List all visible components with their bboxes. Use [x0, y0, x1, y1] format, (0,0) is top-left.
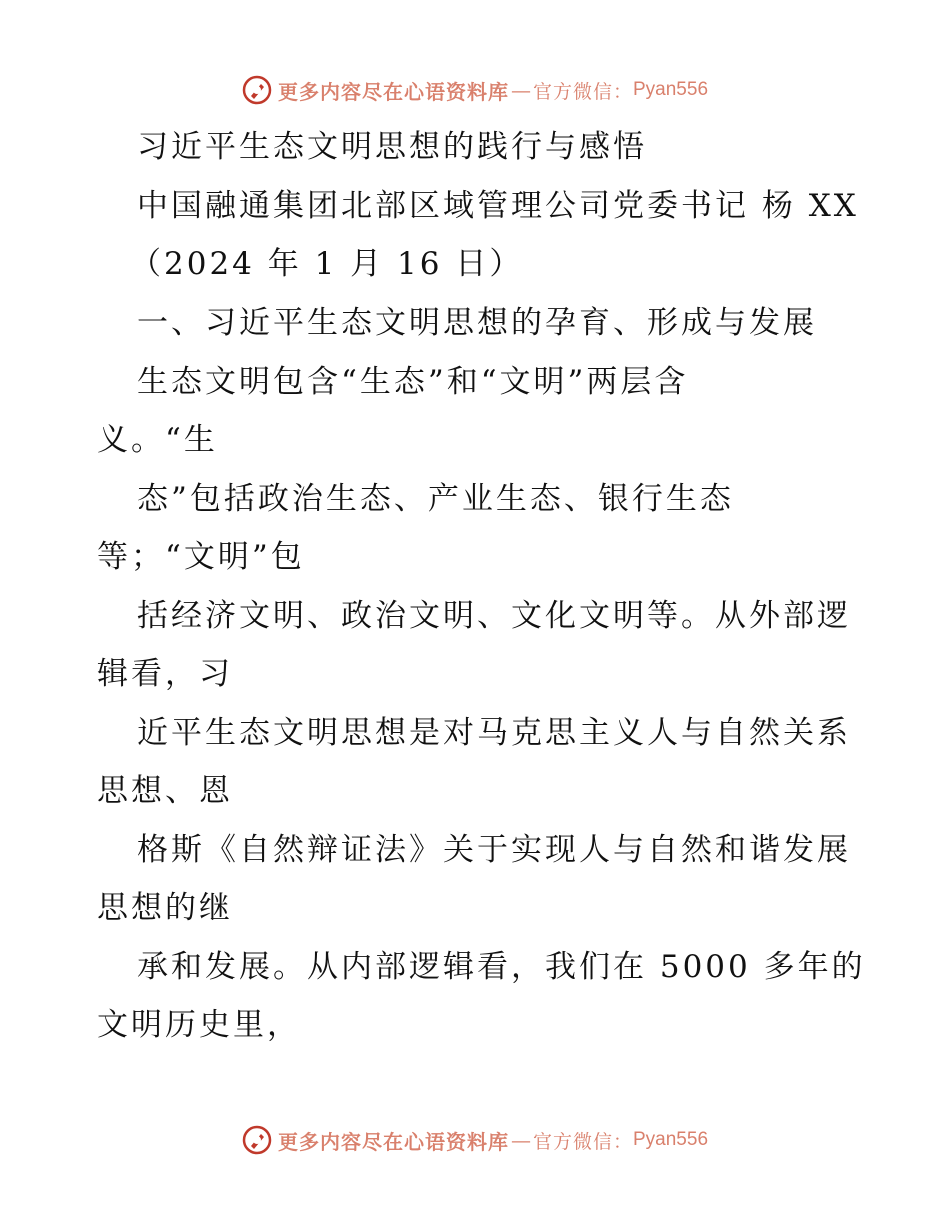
document-title: 习近平生态文明思想的践行与感悟	[137, 129, 647, 165]
date-line: （2024 年 1 月 16 日）	[130, 246, 524, 282]
pen-circle-logo-icon	[242, 75, 272, 105]
body-line: 态”包括政治生态、产业生态、银行生态	[137, 481, 734, 517]
banner-main-text: 更多内容尽在心语资料库	[277, 1129, 509, 1154]
footer-banner	[0, 1120, 950, 1160]
body-line: 义。“生	[97, 422, 218, 458]
body-line: 生态文明包含“生态”和“文明”两层含	[137, 364, 689, 400]
header-banner	[0, 70, 950, 110]
banner-separator: —	[510, 78, 531, 102]
body-line: 文明历史里，	[97, 1007, 301, 1043]
section-heading: 一、习近平生态文明思想的孕育、形成与发展	[137, 305, 817, 341]
body-line: 辑看，习	[97, 656, 233, 692]
body-line: 思想的继	[97, 890, 233, 926]
banner-wechat-id: Pyan556	[633, 1129, 709, 1150]
body-line: 思想、恩	[97, 773, 233, 809]
banner-main-text: 更多内容尽在心语资料库	[277, 79, 509, 104]
body-line: 等；“文明”包	[97, 539, 305, 575]
banner-separator: —	[510, 1128, 531, 1152]
body-line: 括经济文明、政治文明、文化文明等。从外部逻	[137, 598, 851, 634]
banner-wechat-label: 官方微信：	[532, 80, 633, 103]
pen-circle-logo-icon	[242, 1125, 272, 1155]
banner-wechat-label: 官方微信：	[532, 1130, 633, 1153]
body-line: 格斯《自然辩证法》关于实现人与自然和谐发展	[137, 832, 851, 868]
body-line: 承和发展。从内部逻辑看，我们在 5000 多年的	[137, 949, 866, 985]
banner-wechat-id: Pyan556	[633, 79, 709, 100]
author-line: 中国融通集团北部区域管理公司党委书记 杨 XX	[137, 188, 859, 224]
body-line: 近平生态文明思想是对马克思主义人与自然关系	[137, 715, 851, 751]
